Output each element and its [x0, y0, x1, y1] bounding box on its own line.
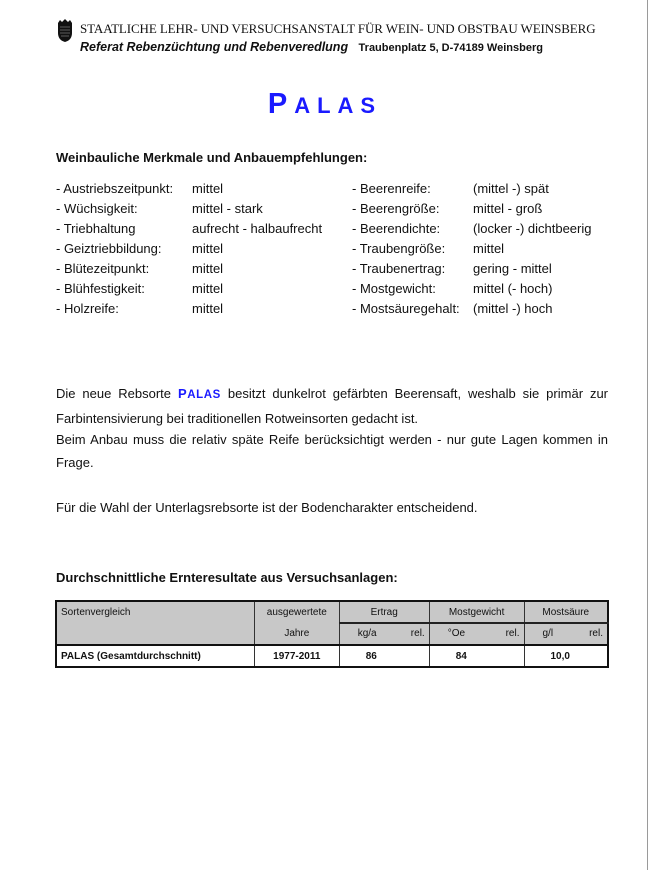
property-row [352, 219, 612, 239]
property-row [56, 279, 346, 299]
variety-title [0, 88, 650, 121]
property-row [56, 199, 346, 219]
variety-name-inline [177, 386, 221, 401]
property-label: - Wüchsigkeit: [56, 201, 138, 216]
table-row [56, 645, 608, 667]
property-label: - Beerenreife: [352, 181, 431, 196]
col-sub-mostsaeure [524, 623, 608, 645]
property-row [56, 219, 346, 239]
property-label: - Traubengröße: [352, 241, 446, 256]
unit-label: g/l [542, 628, 554, 639]
property-value: mittel [192, 241, 224, 256]
property-row [352, 179, 612, 199]
property-label: - Beerengröße: [352, 201, 440, 216]
results-table [55, 600, 609, 668]
coat-of-arms-icon [56, 19, 74, 43]
rel-label: rel. [505, 628, 520, 639]
col-header-mostsaeure: Mostsäure [524, 601, 608, 623]
table-header-row-1 [56, 601, 608, 623]
rel-label: rel. [410, 628, 425, 639]
title-initial: P [267, 88, 295, 120]
title-rest: ALAS [294, 93, 383, 118]
property-value: mittel [192, 281, 224, 296]
department-line [80, 38, 543, 56]
col-header-sorte: Sortenvergleich [56, 601, 254, 623]
property-label: - Mostgewicht: [352, 281, 436, 296]
results-heading: Durchschnittliche Ernteresultate aus Versuchsanlagen: [56, 570, 398, 585]
col-header-mostgewicht: Mostgewicht [429, 601, 524, 623]
property-row [352, 239, 612, 259]
property-value: (mittel -) spät [473, 181, 549, 196]
characteristics-left [56, 179, 346, 319]
cell-sorte: PALAS (Gesamtdurchschnitt) [56, 645, 254, 667]
rel-label: rel. [589, 628, 603, 639]
property-value: aufrecht - halbaufrecht [192, 221, 323, 236]
property-value: mittel - groß [473, 201, 543, 216]
property-label: - Blühfestigkeit: [56, 281, 145, 296]
cell-years: 1977-2011 [254, 645, 339, 667]
property-row [56, 179, 346, 199]
property-row [352, 279, 612, 299]
property-row [56, 299, 346, 319]
description-text: Die neue Rebsorte [56, 386, 178, 401]
col-header-years-bottom: Jahre [254, 623, 339, 645]
property-row [56, 259, 346, 279]
description-paragraph-3: Für die Wahl der Unterlagsrebsorte ist der Bodencharakter entscheidend. [56, 500, 478, 515]
page-edge [647, 0, 648, 870]
property-value: (locker -) dichtbeerig [473, 221, 592, 236]
property-row [56, 239, 346, 259]
property-row [352, 259, 612, 279]
property-value: mittel [192, 261, 224, 276]
empty-cell [56, 623, 254, 645]
property-value: gering - mittel [473, 261, 552, 276]
unit-label: kg/a [357, 628, 377, 639]
property-row [352, 299, 612, 319]
table-header-row-2 [56, 623, 608, 645]
cell-mostgewicht: 84 [429, 645, 524, 667]
property-label: - Beerendichte: [352, 221, 441, 236]
description-paragraph-1 [56, 382, 608, 430]
property-label: - Austriebszeitpunkt: [56, 181, 174, 196]
property-row [352, 199, 612, 219]
col-header-years-top: ausgewertete [254, 601, 339, 623]
variety-initial: P [177, 386, 188, 401]
address: Traubenplatz 5, D-74189 Weinsberg [358, 42, 543, 54]
property-value: mittel - stark [192, 201, 263, 216]
property-label: - Triebhaltung [56, 221, 136, 236]
cell-ertrag: 86 [339, 645, 429, 667]
institution-name: STAATLICHE LEHR- UND VERSUCHSANSTALT FÜR WEIN- UND OBSTBAU WEINSBERG [80, 21, 596, 36]
unit-label: °Oe [447, 628, 466, 639]
property-label: - Geiztriebbildung: [56, 241, 162, 256]
property-label: - Traubenertrag: [352, 261, 446, 276]
description-text: besitzt dunkelrot gefärbten Beerensaft, weshalb sie primär zur Farbintensivierung bei traditionellen Rotweinsorten gedacht ist. [56, 386, 609, 426]
property-value: mittel [192, 181, 224, 196]
property-value: mittel (- hoch) [473, 281, 553, 296]
property-value: mittel [192, 301, 224, 316]
department-name: Referat Rebenzüchtung und Rebenveredlung [80, 40, 349, 54]
property-value: mittel [473, 241, 505, 256]
property-label: - Holzreife: [56, 301, 119, 316]
col-header-ertrag: Ertrag [339, 601, 429, 623]
col-sub-mostgewicht [429, 623, 524, 645]
description-paragraph-2: Beim Anbau muss die relativ späte Reife berücksichtigt werden - nur gute Lagen kommen in Frage. [56, 432, 608, 470]
property-value: (mittel -) hoch [473, 301, 553, 316]
characteristics-right [352, 179, 612, 319]
property-label: - Blütezeitpunkt: [56, 261, 150, 276]
variety-rest: ALAS [187, 389, 221, 401]
col-sub-ertrag [339, 623, 429, 645]
property-label: - Mostsäuregehalt: [352, 301, 460, 316]
cell-mostsaeure: 10,0 [524, 645, 608, 667]
characteristics-heading: Weinbauliche Merkmale und Anbauempfehlungen: [56, 150, 368, 165]
